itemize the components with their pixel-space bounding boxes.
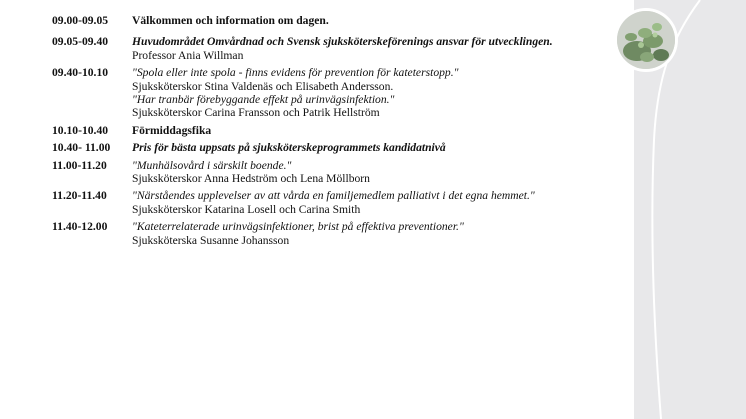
entry-body [132, 14, 612, 27]
entry-time: 11.20-11.40 [52, 189, 107, 203]
schedule-entry [52, 141, 612, 154]
entry-time: 09.00-09.05 [52, 14, 109, 27]
entry-line: Sjuksköterskor Katarina Losell och Carina Smith [132, 202, 361, 216]
entry-title: Pris för bästa uppsats på sjuksköterskeprogrammets kandidatnivå [132, 141, 446, 155]
entry-title: Förmiddagsfika [132, 123, 212, 137]
entry-body [132, 220, 612, 247]
entry-time: 10.10-10.40 [52, 123, 109, 137]
schedule-entry [52, 124, 612, 137]
entry-line: Sjuksköterska Susanne Johansson [132, 233, 290, 247]
succulent-plant-photo [617, 11, 675, 69]
entry-line: "Har tranbär förebyggande effekt på urinvägsinfektion." [132, 93, 395, 107]
entry-body [132, 141, 612, 154]
schedule-entry [52, 159, 612, 186]
entry-body [132, 124, 612, 137]
entry-time: 09.40-10.10 [52, 66, 109, 80]
entry-line: Professor Ania Willman [132, 48, 244, 62]
entry-body [132, 189, 612, 216]
program-schedule [52, 14, 612, 247]
entry-title: "Kateterrelaterade urinvägsinfektioner, brist på effektiva preventioner." [132, 220, 464, 234]
entry-title: Huvudområdet Omvårdnad och Svensk sjuksköterskeförenings ansvar för utvecklingen. [132, 35, 553, 49]
entry-body [132, 35, 612, 62]
schedule-entry [52, 66, 612, 120]
entry-title: "Spola eller inte spola - finns evidens för prevention för kateterstopp." [132, 66, 459, 80]
schedule-entry [52, 189, 612, 216]
entry-body [132, 159, 612, 186]
entry-title: "Närståendes upplevelser av att vårda en familjemedlem palliativt i det egna hemmet." [132, 189, 535, 203]
entry-time: 10.40- 11.00 [52, 141, 111, 155]
entry-time: 09.05-09.40 [52, 35, 109, 49]
entry-line: Sjuksköterskor Stina Valdenäs och Elisabeth Andersson. [132, 79, 394, 93]
schedule-entry [52, 220, 612, 247]
entry-title: "Munhälsovård i särskilt boende." [132, 158, 292, 172]
schedule-entry [52, 14, 612, 27]
entry-title: Välkommen och information om dagen. [132, 14, 329, 27]
entry-time: 11.00-11.20 [52, 158, 107, 172]
entry-body [132, 66, 612, 120]
entry-time: 11.40-12.00 [52, 220, 108, 234]
schedule-entry [52, 35, 612, 62]
entry-line: Sjuksköterskor Anna Hedström och Lena Möllborn [132, 172, 370, 186]
entry-line: Sjuksköterskor Carina Fransson och Patrik Hellström [132, 106, 380, 120]
